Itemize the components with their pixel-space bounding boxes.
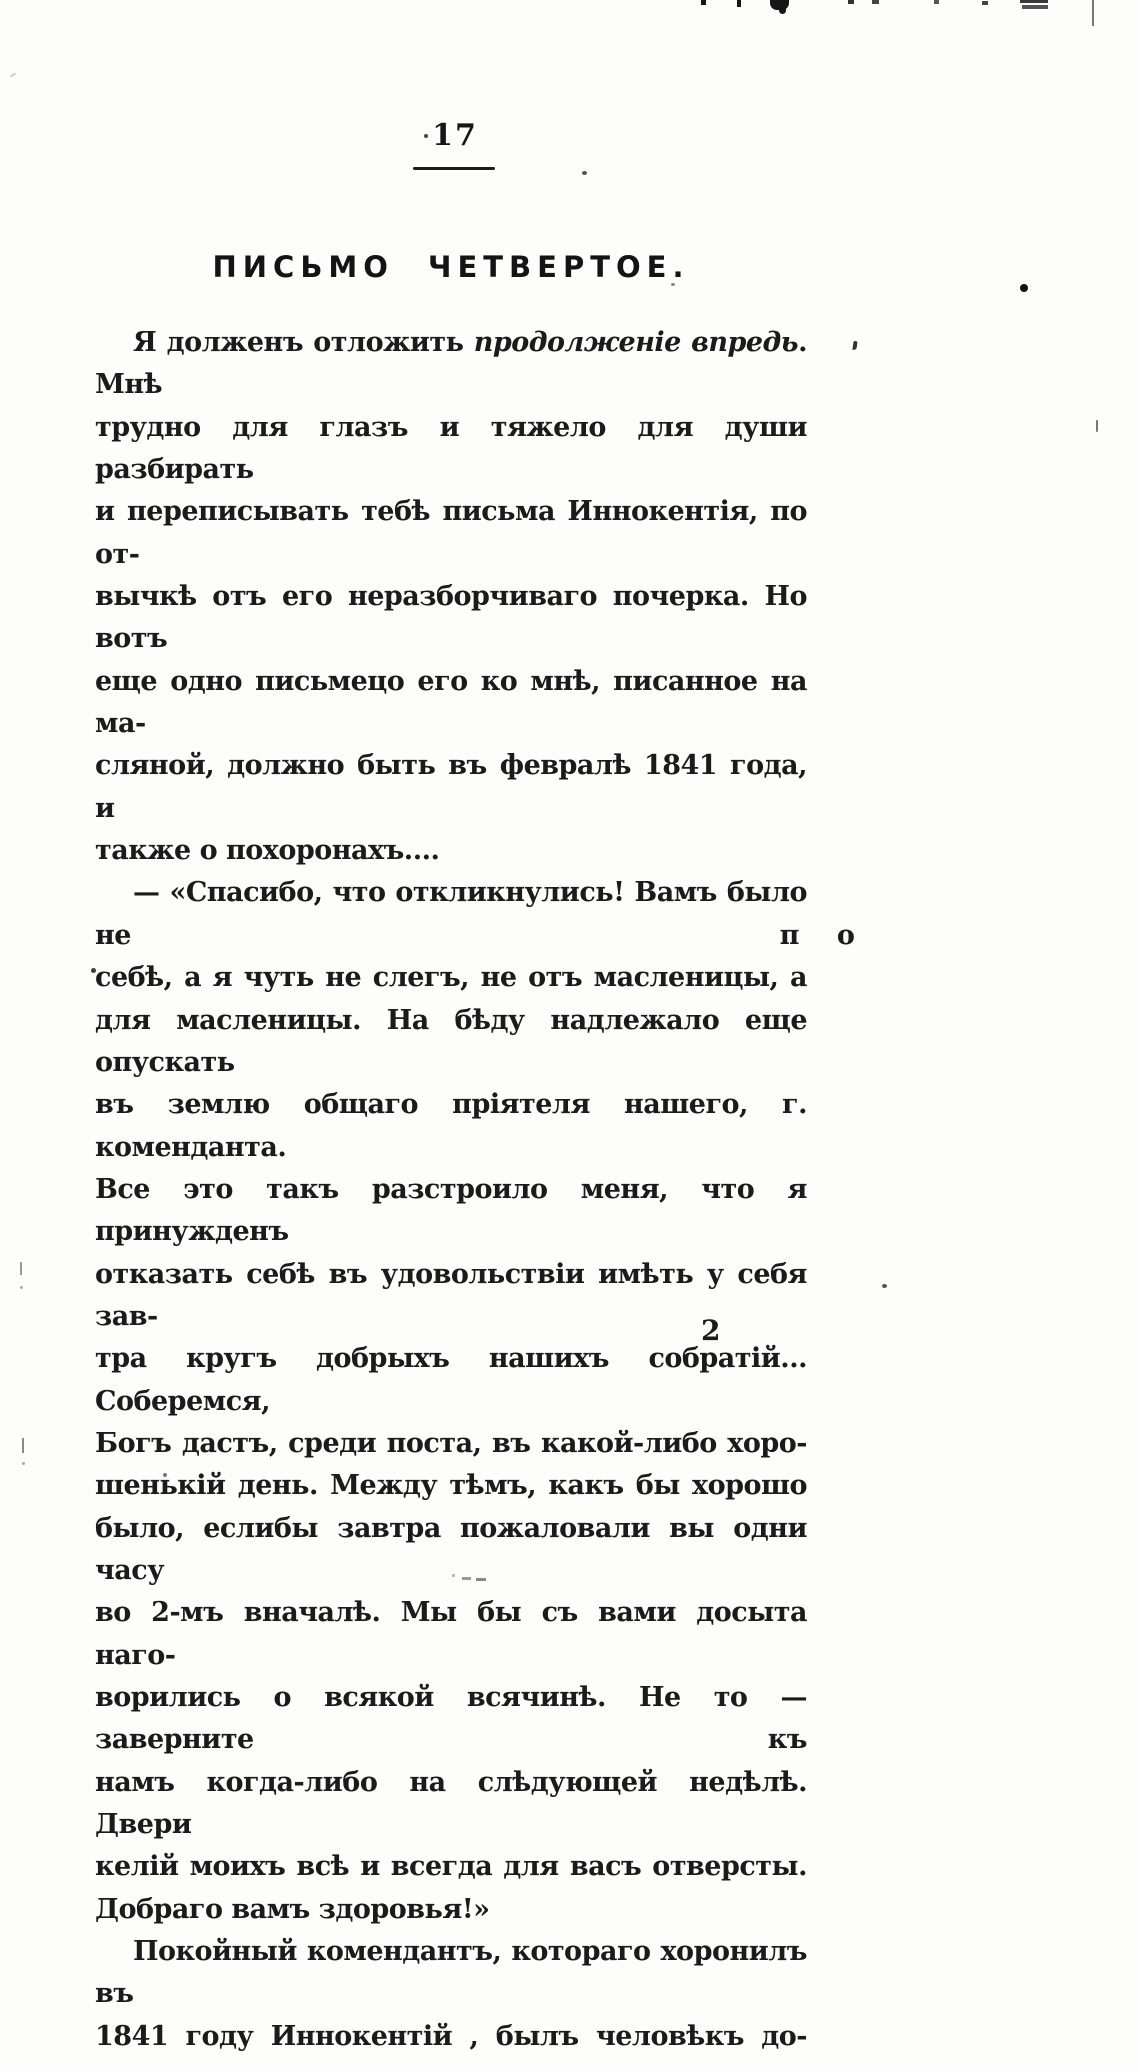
text-line bbox=[95, 322, 807, 407]
body-text bbox=[95, 322, 855, 2058]
text-segment: — «Спасибо, что откликнулись! Вамъ было не п bbox=[95, 877, 807, 951]
text-line bbox=[95, 576, 807, 661]
text-segment: келій моихъ всѣ и всегда для васъ отверсты. bbox=[95, 1851, 807, 1883]
scan-artifact-top-edge bbox=[848, 0, 854, 4]
page-number-value: 17 bbox=[432, 118, 478, 153]
text-segment: также о похоронахъ.... bbox=[95, 835, 440, 867]
text-segment: Все это такъ разстроило меня, что я принужденъ bbox=[95, 1173, 807, 1248]
text-line bbox=[95, 1465, 807, 1507]
text-line bbox=[95, 1169, 807, 1254]
text-segment: и переписывать тебѣ письма Иннокентія, по от- bbox=[95, 496, 807, 570]
text-segment: ворились о всякой всячинѣ. Не то — заверните къ bbox=[95, 1682, 807, 1756]
text-line bbox=[95, 491, 807, 576]
page-number bbox=[408, 118, 502, 153]
ink-speckle bbox=[1020, 284, 1028, 292]
text-segment: отказать себѣ въ удовольствіи имѣть у себя зав- bbox=[95, 1258, 807, 1332]
text-line bbox=[95, 1592, 807, 1677]
page-number-rule bbox=[413, 167, 495, 170]
margin-mark bbox=[20, 1262, 22, 1275]
scan-artifact-top-edge bbox=[982, 1, 988, 5]
scan-artifact-top-edge bbox=[934, 0, 939, 4]
text-line bbox=[95, 1762, 807, 1847]
scan-artifact-top-edge bbox=[1020, 0, 1048, 3]
text-line bbox=[95, 1423, 807, 1465]
scan-artifact-top-edge bbox=[737, 0, 741, 7]
text-line bbox=[95, 1338, 807, 1423]
text-segment: шенькій день. Между тѣмъ, какъ бы хорошо bbox=[95, 1470, 807, 1502]
ink-speckle bbox=[852, 341, 857, 350]
text-line bbox=[95, 1931, 807, 2016]
text-segment: въ землю общаго пріятеля нашего, г. коменданта. bbox=[95, 1089, 807, 1163]
text-line bbox=[95, 957, 807, 999]
text-segment: еще одно письмецо его ко мнѣ, писанное на ма- bbox=[95, 665, 807, 740]
text-segment: Добраго вамъ здоровья!» bbox=[95, 1893, 490, 1925]
text-segment: Я долженъ отложить bbox=[133, 327, 474, 358]
text-line bbox=[95, 1084, 807, 1169]
signature-mark: 2 bbox=[701, 1314, 721, 1347]
text-line bbox=[95, 661, 807, 746]
scan-artifact-top-edge bbox=[1022, 5, 1048, 9]
margin-mark bbox=[22, 1462, 25, 1465]
italic-text: продолженіе впредь bbox=[473, 327, 799, 358]
text-segment: для масленицы. На бѣду надлежало еще опускать bbox=[95, 1004, 807, 1078]
text-line bbox=[95, 1000, 807, 1085]
text-segment: о bbox=[836, 919, 855, 951]
text-segment: 1841 году Иннокентій , былъ человѣкъ до- bbox=[95, 2020, 807, 2052]
text-segment: было, еслибы завтра пожаловали вы одни часу bbox=[95, 1512, 807, 1586]
ink-speckle bbox=[882, 1284, 887, 1288]
text-line bbox=[95, 830, 807, 872]
text-segment: вычкѣ отъ его неразборчиваго почерка. Но вотъ bbox=[95, 581, 807, 655]
margin-mark bbox=[22, 1438, 24, 1453]
text-line bbox=[95, 745, 807, 830]
chapter-heading: ПИСЬМО ЧЕТВЕРТОЕ. bbox=[212, 250, 690, 284]
text-segment: Богъ дастъ, среди поста, въ какой-либо хоро- bbox=[95, 1427, 807, 1459]
text-segment: тра кругъ добрыхъ нашихъ собратій... Соберемся, bbox=[95, 1343, 807, 1417]
text-segment: себѣ, а я чуть не слегъ, не отъ масленицы, а bbox=[95, 962, 807, 994]
text-line bbox=[95, 872, 855, 957]
text-line bbox=[95, 1846, 807, 1888]
ink-speckle bbox=[582, 171, 587, 175]
text-segment: во 2-мъ вначалѣ. Мы бы съ вами досыта наго- bbox=[95, 1597, 807, 1671]
scan-artifact-top-edge bbox=[701, 0, 706, 5]
text-line bbox=[95, 1889, 807, 1931]
text-line bbox=[95, 1508, 807, 1593]
text-segment: трудно для глазъ и тяжело для души разбирать bbox=[95, 411, 807, 486]
scan-artifact-top-edge bbox=[872, 0, 879, 4]
ink-speckle bbox=[10, 72, 16, 77]
text-line bbox=[95, 1677, 807, 1762]
margin-mark bbox=[20, 1286, 23, 1289]
text-line bbox=[95, 2016, 807, 2058]
text-segment: . Мнѣ bbox=[95, 327, 807, 401]
scan-artifact-top-edge bbox=[779, 8, 786, 14]
text-segment: Покойный комендантъ, котораго хоронилъ въ bbox=[95, 1936, 807, 2010]
text-segment: намъ когда-либо на слѣдующей недѣлѣ. Двери bbox=[95, 1766, 807, 1841]
ink-speckle bbox=[1096, 420, 1098, 432]
text-segment: сляной, должно быть въ февралѣ 1841 года, и bbox=[95, 750, 807, 824]
scan-artifact-page-edge bbox=[1092, 0, 1094, 26]
text-line bbox=[95, 407, 807, 492]
